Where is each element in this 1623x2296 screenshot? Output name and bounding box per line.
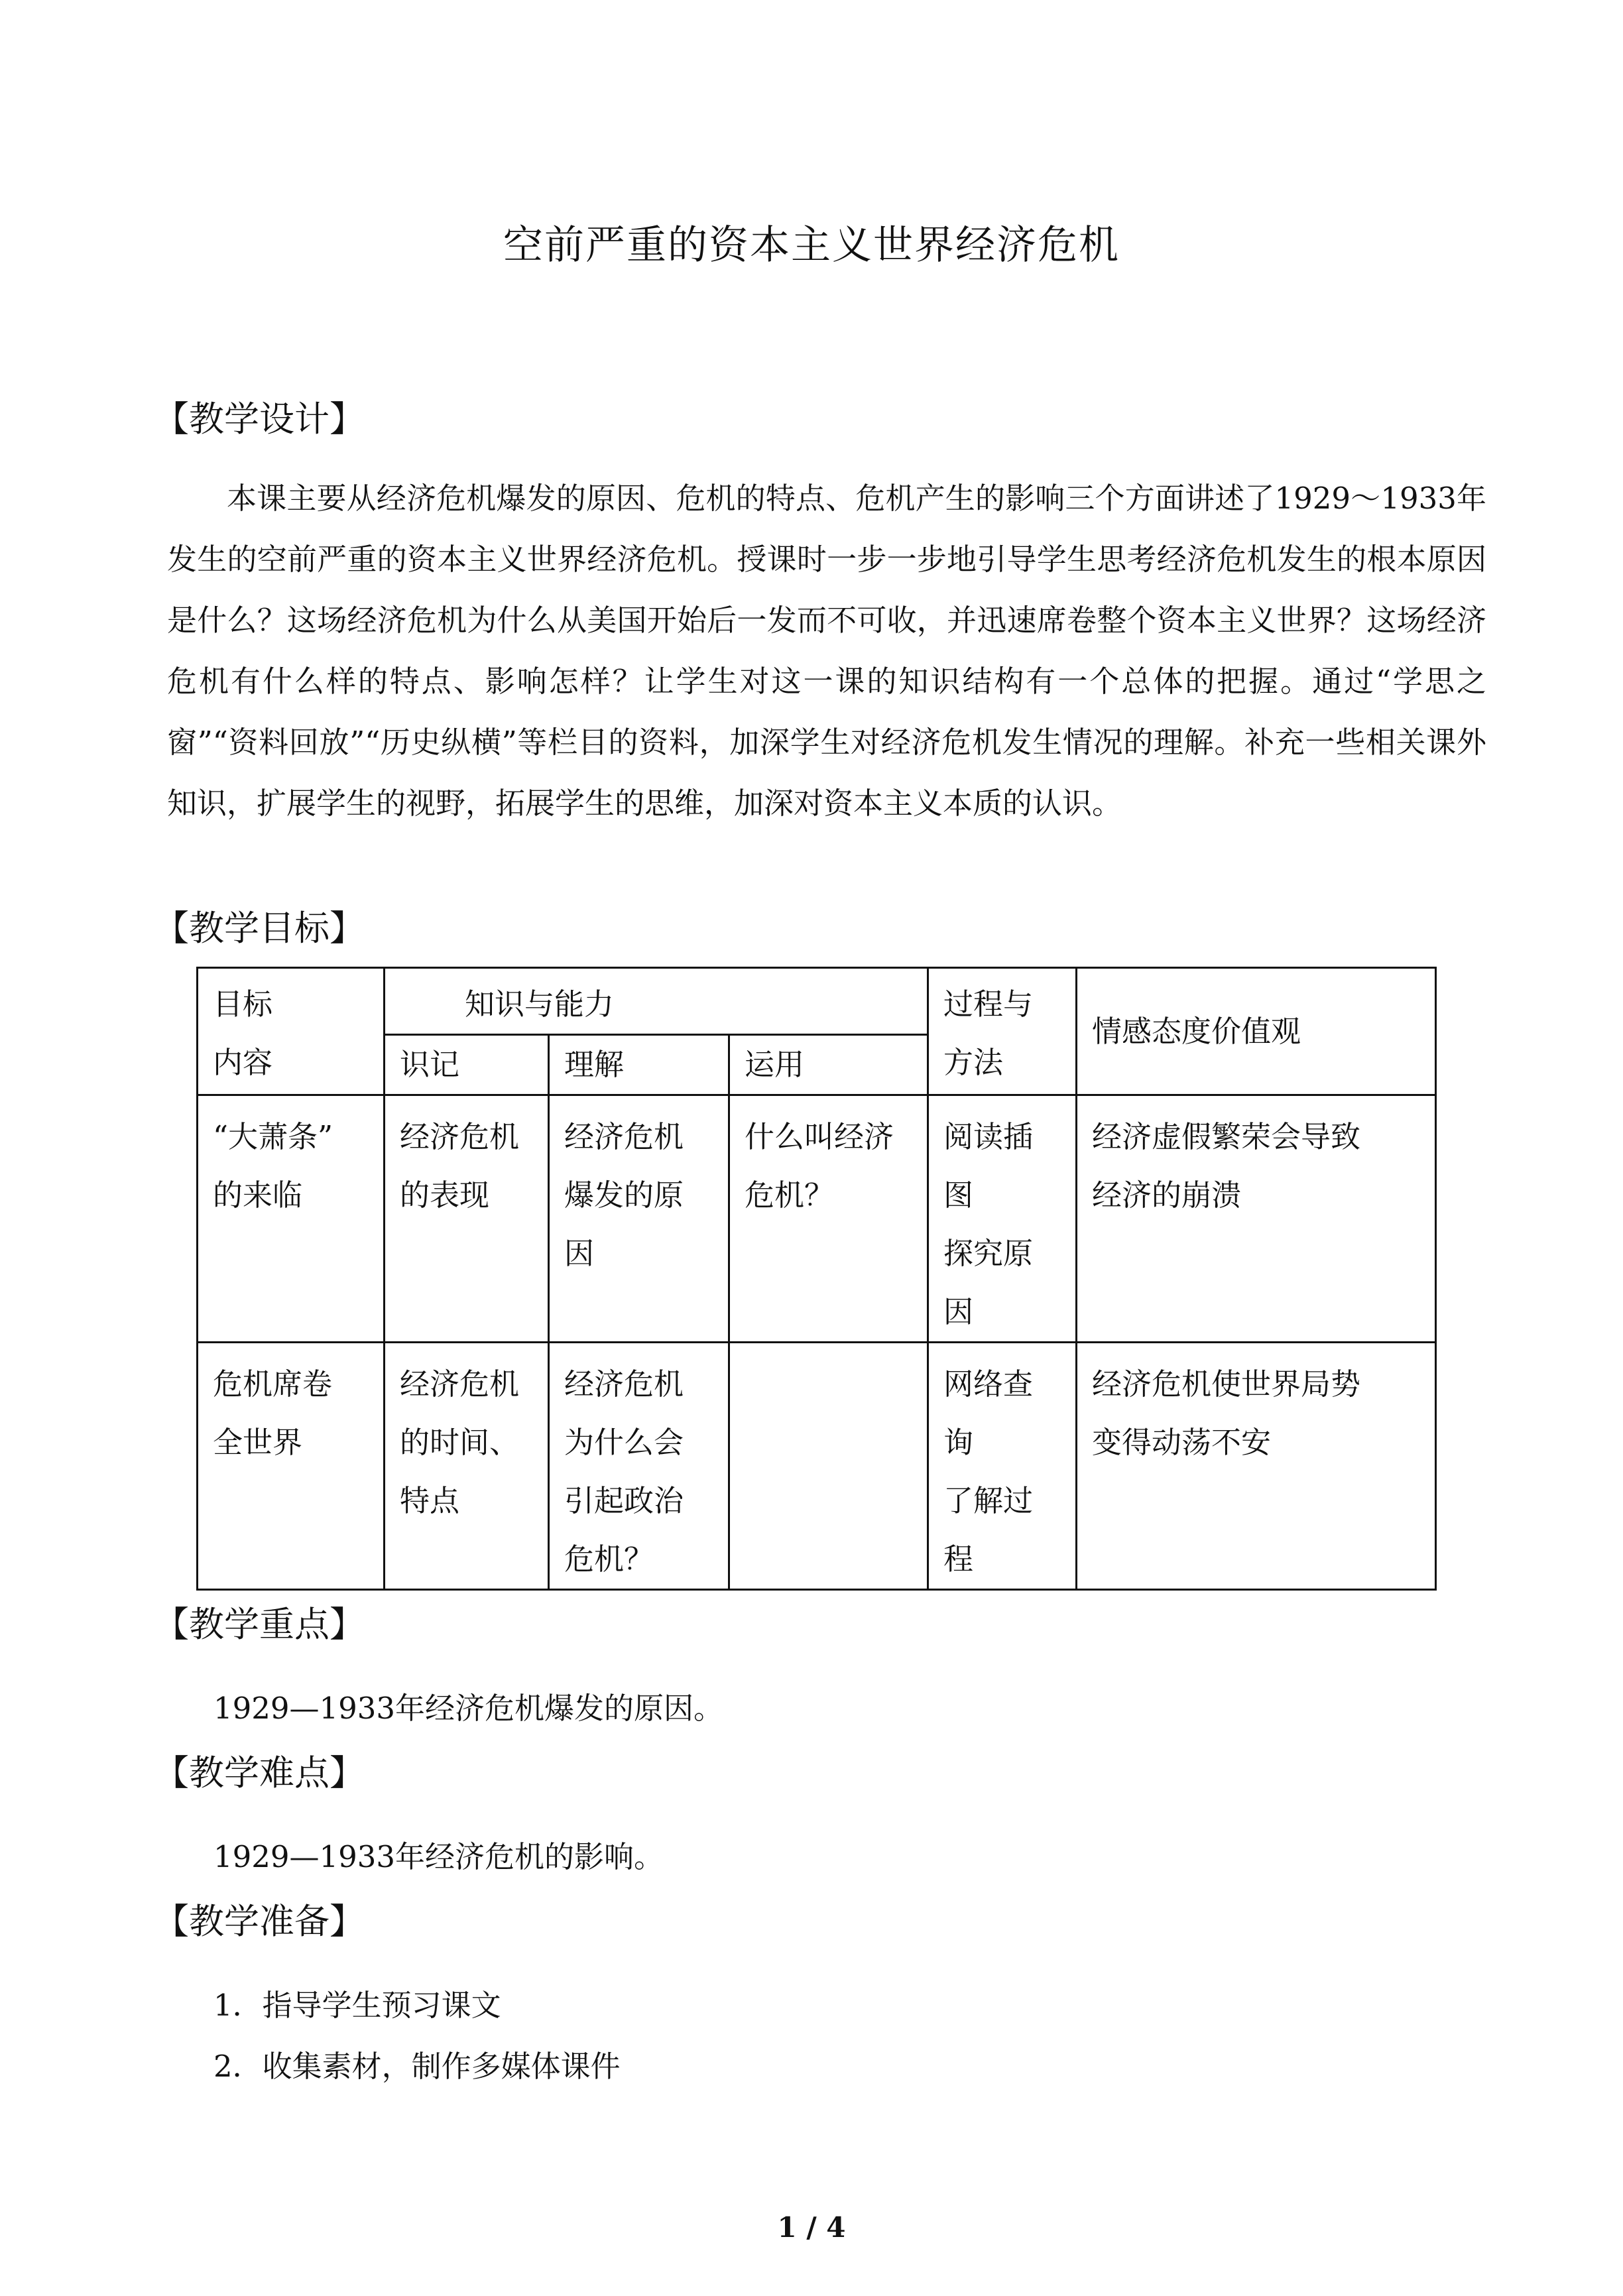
cell-apply (729, 1343, 928, 1590)
header-process: 过程与 方法 (928, 968, 1077, 1095)
design-paragraph (167, 468, 1486, 834)
cell-understand: 经济危机 为什么会 引起政治 危机？ (549, 1343, 729, 1590)
table-header-row (198, 968, 1436, 1035)
header-emotion: 情感态度价值观 (1077, 968, 1436, 1095)
key-point-text: 1929—1933年经济危机爆发的原因。 (213, 1691, 724, 1726)
header-apply: 运用 (729, 1035, 928, 1095)
cell-process: 网络查 询 了解过 程 (928, 1343, 1077, 1590)
heading-goals: 【教学目标】 (154, 908, 365, 949)
preparation-item-1: 1．指导学生预习课文 (213, 1988, 501, 2023)
heading-key-point: 【教学重点】 (154, 1604, 365, 1645)
header-target: 目标 内容 (198, 968, 385, 1095)
table-row (198, 1343, 1436, 1590)
preparation-item-2: 2．收集素材，制作多媒体课件 (213, 2049, 621, 2084)
cell-remember: 经济危机 的表现 (385, 1095, 549, 1343)
cell-process: 阅读插 图 探究原 因 (928, 1095, 1077, 1343)
cell-apply: 什么叫经济 危机？ (729, 1095, 928, 1343)
goals-table (196, 967, 1437, 1591)
heading-design: 【教学设计】 (154, 399, 365, 440)
cell-emotion: 经济虚假繁荣会导致 经济的崩溃 (1077, 1095, 1436, 1343)
page-title: 空前严重的资本主义世界经济危机 (503, 222, 1120, 269)
header-knowledge: 知识与能力 (385, 968, 928, 1035)
difficulty-text: 1929—1933年经济危机的影响。 (213, 1839, 664, 1874)
heading-preparation: 【教学准备】 (154, 1902, 365, 1942)
cell-emotion: 经济危机使世界局势 变得动荡不安 (1077, 1343, 1436, 1590)
cell-target: 危机席卷 全世界 (198, 1343, 385, 1590)
header-remember: 识记 (385, 1035, 549, 1095)
table-row (198, 1095, 1436, 1343)
header-understand: 理解 (549, 1035, 729, 1095)
heading-difficulty: 【教学难点】 (154, 1753, 365, 1793)
cell-target: “大萧条” 的来临 (198, 1095, 385, 1343)
cell-understand: 经济危机 爆发的原 因 (549, 1095, 729, 1343)
design-text: 本课主要从经济危机爆发的原因、危机的特点、危机产生的影响三个方面讲述了1929～1933年发生的空前严重的资本主义世界经济危机。授课时一步一步地引导学生思考经济危机发生的根本原因是什么？这场经济危机为什么从美国开始后一发而不可收，并迅速席卷整个资本主义世界？这场经济危机有什么样的特点、影响怎样？让学生对这一课的知识结构有一个总体的把握。通过“学思之窗”“资料回放”“历史纵横”等栏目的资料，加深学生对经济危机发生情况的理解。补充一些相关课外知识，扩展学生的视野，拓展学生的思维，加深对资本主义本质的认识。 (167, 481, 1486, 821)
page-number: 1 / 4 (777, 2211, 846, 2244)
cell-remember: 经济危机 的时间、 特点 (385, 1343, 549, 1590)
